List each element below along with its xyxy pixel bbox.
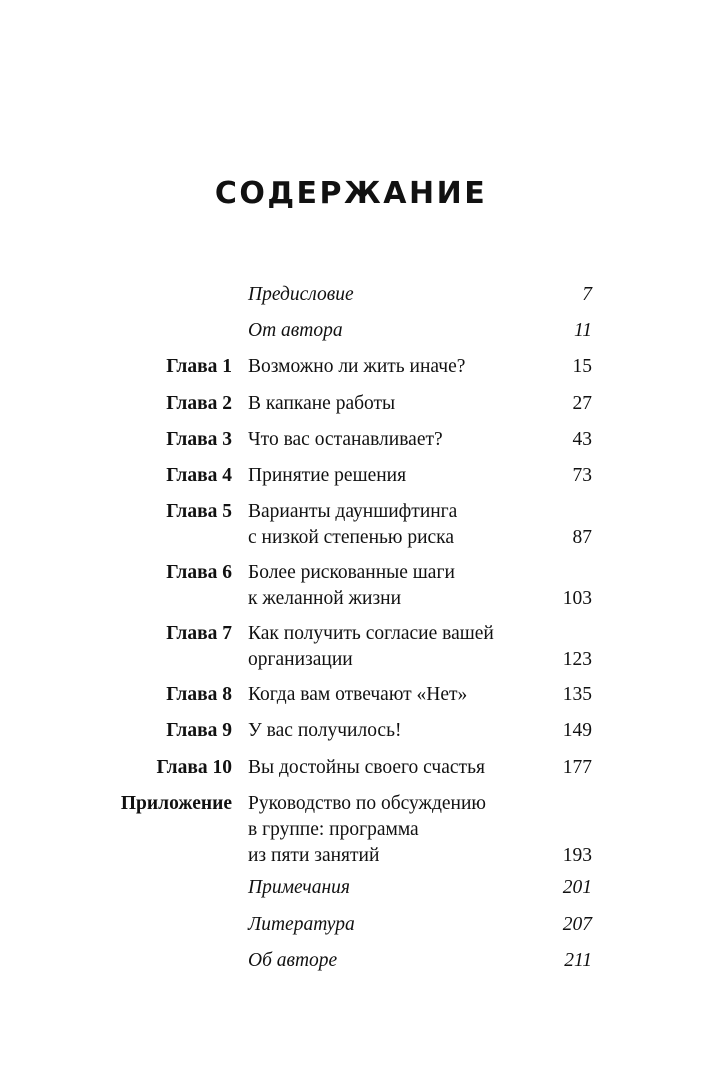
page-title: СОДЕРЖАНИЕ: [214, 176, 488, 211]
chapter-label: Глава 5: [166, 501, 232, 522]
chapter-title-line: из пяти занятий: [248, 845, 380, 866]
page-number: 27: [572, 393, 592, 414]
chapter-title: [248, 318, 548, 344]
chapter-title: [248, 391, 548, 417]
page-number: 201: [562, 877, 592, 898]
chapter-title-line: Когда вам отвечают «Нет»: [248, 684, 468, 705]
chapter-title-line: Предисловие: [248, 284, 354, 305]
toc-entry: [0, 755, 702, 781]
page-number: 193: [562, 845, 592, 866]
toc-entry: [0, 948, 702, 974]
chapter-title-line: в группе: программа: [248, 819, 419, 840]
toc-entry: [0, 875, 702, 901]
toc-entry: [0, 682, 702, 708]
chapter-label: Глава 1: [166, 356, 232, 377]
chapter-title-line: В капкане работы: [248, 393, 396, 414]
chapter-title-line: к желанной жизни: [248, 588, 402, 609]
chapter-title: [248, 875, 548, 901]
toc-entry: [0, 282, 702, 308]
chapter-label: Глава 2: [166, 393, 232, 414]
chapter-title-line: организации: [248, 649, 353, 670]
toc-entry: [0, 499, 702, 551]
page-number: 15: [572, 356, 592, 377]
page-number: 135: [562, 684, 592, 705]
chapter-label: Глава 3: [166, 429, 232, 450]
chapter-title: [248, 354, 548, 380]
toc-entry: [0, 391, 702, 417]
page-number: 7: [582, 284, 592, 305]
chapter-label: Глава 9: [166, 720, 232, 741]
chapter-title-line: У вас получилось!: [248, 720, 402, 741]
toc-entry: [0, 718, 702, 744]
page-number: 123: [562, 649, 592, 670]
chapter-title: [248, 463, 548, 489]
page-number: 207: [562, 914, 592, 935]
toc-entry: [0, 318, 702, 344]
chapter-title-line: с низкой степенью риска: [248, 527, 455, 548]
chapter-label: Глава 6: [166, 562, 232, 583]
toc-entry: [0, 912, 702, 938]
chapter-label: Глава 8: [166, 684, 232, 705]
page-number: 149: [562, 720, 592, 741]
page-number: 177: [562, 757, 592, 778]
chapter-title: [248, 621, 548, 673]
chapter-title-line: Возможно ли жить иначе?: [248, 356, 466, 377]
page-number: 11: [573, 320, 592, 341]
chapter-title-line: Литература: [248, 914, 355, 935]
page-number: 43: [572, 429, 592, 450]
chapter-title-line: Вы достойны своего счастья: [248, 757, 485, 778]
toc-entry: [0, 354, 702, 380]
chapter-title: [248, 755, 548, 781]
chapter-title: [248, 282, 548, 308]
page-number: 73: [572, 465, 592, 486]
chapter-title: [248, 912, 548, 938]
chapter-title: [248, 560, 548, 612]
chapter-title-line: Более рискованные шаги: [248, 562, 455, 583]
toc-entry: [0, 621, 702, 673]
chapter-label: Глава 7: [166, 623, 232, 644]
chapter-title-line: Руководство по обсуждению: [248, 793, 486, 814]
chapter-title: [248, 791, 548, 869]
chapter-title-line: От автора: [248, 320, 343, 341]
page-number: 211: [564, 950, 592, 971]
chapter-title-line: Об авторе: [248, 950, 338, 971]
toc-entry: [0, 560, 702, 612]
chapter-title: [248, 948, 548, 974]
chapter-label: Приложение: [120, 793, 232, 814]
chapter-title-line: Что вас останавливает?: [248, 429, 443, 450]
chapter-title: [248, 682, 548, 708]
chapter-title-line: Принятие решения: [248, 465, 407, 486]
page-number: 87: [572, 527, 592, 548]
chapter-title-line: Примечания: [248, 877, 350, 898]
toc-entry: [0, 427, 702, 453]
chapter-title-line: Как получить согласие вашей: [248, 623, 494, 644]
toc-entry: [0, 791, 702, 869]
chapter-title: [248, 718, 548, 744]
page-number: 103: [562, 588, 592, 609]
chapter-label: Глава 4: [166, 465, 232, 486]
chapter-title: [248, 499, 548, 551]
chapter-title: [248, 427, 548, 453]
chapter-label: Глава 10: [156, 757, 232, 778]
toc-entry: [0, 463, 702, 489]
chapter-title-line: Варианты дауншифтинга: [248, 501, 458, 522]
